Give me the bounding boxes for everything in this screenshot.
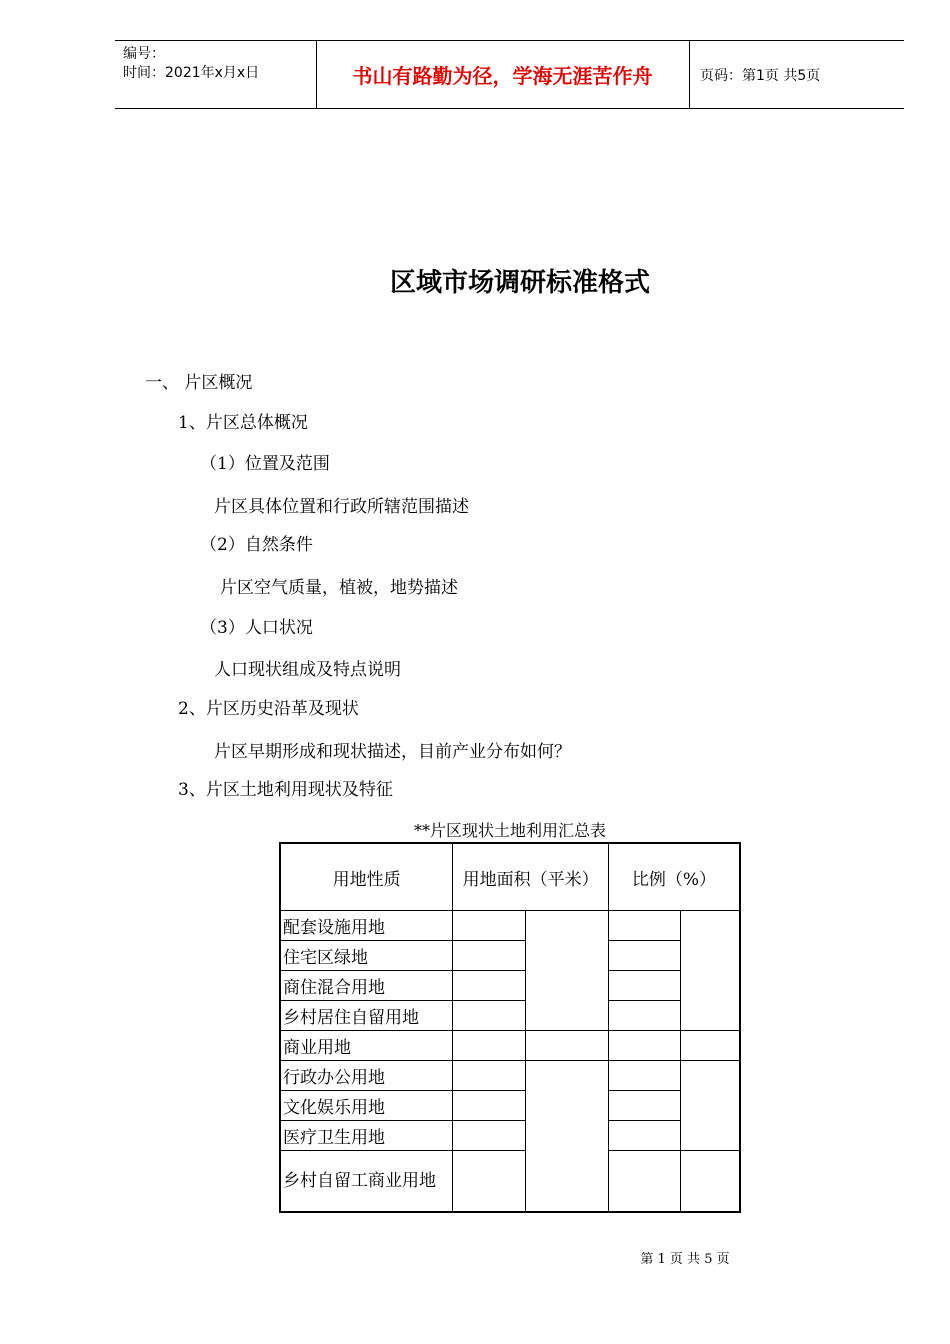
subsection-heading: 2、片区历史沿革及现状 [178, 699, 359, 719]
item-description: 片区具体位置和行政所辖范围描述 [214, 497, 469, 517]
document-title: 区域市场调研标准格式 [389, 268, 650, 298]
land-type-cell: 住宅区绿地 [280, 941, 453, 971]
header-ratio: 比例（%） [608, 843, 740, 911]
table-row [280, 911, 740, 941]
area-subtotal-cell [525, 911, 608, 1031]
table-row [280, 1121, 740, 1151]
ratio-cell [608, 1151, 680, 1213]
page-header [115, 40, 904, 109]
land-type-cell: 配套设施用地 [280, 911, 453, 941]
ratio-cell [608, 911, 680, 941]
header-area: 用地面积（平米） [453, 843, 609, 911]
table-row [280, 941, 740, 971]
land-type-cell: 乡村居住自留用地 [280, 1001, 453, 1031]
table-row [280, 1091, 740, 1121]
area-subtotal-cell [525, 1031, 608, 1061]
ratio-cell [608, 1001, 680, 1031]
ratio-cell [608, 1091, 680, 1121]
area-subtotal-cell [525, 1061, 608, 1213]
item-heading: （3）人口状况 [200, 618, 313, 638]
subsection-heading: 3、片区土地利用现状及特征 [178, 780, 393, 800]
page-footer: 第 1 页 共 5 页 [640, 1252, 730, 1267]
table-row [280, 1001, 740, 1031]
header-land-type: 用地性质 [280, 843, 453, 911]
item-description: 人口现状组成及特点说明 [214, 660, 401, 680]
area-cell [453, 1091, 525, 1121]
land-type-cell: 行政办公用地 [280, 1061, 453, 1091]
item-description: 片区早期形成和现状描述，目前产业分布如何？ [214, 742, 571, 762]
ratio-subtotal-cell [681, 1031, 740, 1061]
item-heading: （2）自然条件 [200, 535, 313, 555]
ratio-cell [608, 1061, 680, 1091]
area-cell [453, 971, 525, 1001]
land-type-cell: 商住混合用地 [280, 971, 453, 1001]
header-motto: 书山有路勤为径，学海无涯苦作舟 [316, 41, 690, 108]
header-page-info: 页码：第1页 共5页 [700, 67, 821, 84]
table-caption: **片区现状土地利用汇总表 [413, 821, 606, 840]
table-row [280, 1151, 740, 1213]
ratio-subtotal-cell [681, 911, 740, 1031]
area-cell [453, 911, 525, 941]
time-label: 时间：2021年x月x日 [123, 65, 260, 81]
ratio-cell [608, 941, 680, 971]
ratio-subtotal-cell [681, 1061, 740, 1151]
table-row [280, 971, 740, 1001]
land-use-table [279, 842, 741, 1213]
section-heading: 一、 片区概况 [145, 373, 253, 393]
table-row [280, 1061, 740, 1091]
ratio-subtotal-cell [681, 1151, 740, 1213]
area-cell [453, 1031, 525, 1061]
header-meta [115, 41, 317, 108]
area-cell [453, 1121, 525, 1151]
area-cell [453, 941, 525, 971]
number-label: 编号： [123, 46, 165, 62]
subsection-heading: 1、片区总体概况 [178, 413, 308, 433]
area-cell [453, 1061, 525, 1091]
table-row [280, 1031, 740, 1061]
item-description: 片区空气质量，植被，地势描述 [220, 578, 458, 598]
table-header-row [280, 843, 740, 911]
ratio-cell [608, 1031, 680, 1061]
ratio-cell [608, 1121, 680, 1151]
item-heading: （1）位置及范围 [200, 454, 330, 474]
land-type-cell: 乡村自留工商业用地 [280, 1151, 453, 1213]
land-type-cell: 文化娱乐用地 [280, 1091, 453, 1121]
land-type-cell: 商业用地 [280, 1031, 453, 1061]
area-cell [453, 1001, 525, 1031]
ratio-cell [608, 971, 680, 1001]
land-type-cell: 医疗卫生用地 [280, 1121, 453, 1151]
area-cell [453, 1151, 525, 1213]
